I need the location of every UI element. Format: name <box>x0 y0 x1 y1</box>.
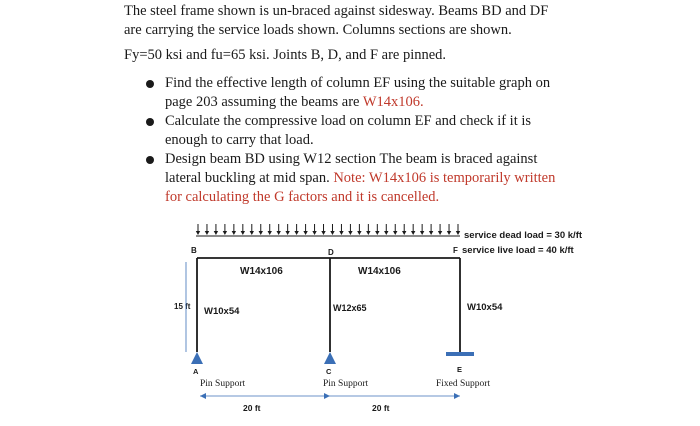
pin-support-a <box>191 352 203 364</box>
support-c-label: Pin Support <box>323 379 369 389</box>
bullet-1-line-1: Find the effective length of column EF using the suitable graph on <box>165 75 551 91</box>
span-2-label: 20 ft <box>372 403 390 413</box>
span-arrow-right <box>454 393 460 399</box>
load-arrows <box>196 224 460 235</box>
load-arrowhead <box>429 231 433 235</box>
load-arrowhead <box>330 231 334 235</box>
bullet-1-highlight: W14x106. <box>362 94 424 110</box>
load-arrowhead <box>205 231 209 235</box>
load-arrowhead <box>232 231 236 235</box>
load-arrowhead <box>294 231 298 235</box>
beam-df-label: W14x106 <box>358 266 401 277</box>
bullet-2-line-1: Calculate the compressive load on column EF and check if it is <box>165 113 532 129</box>
load-arrowhead <box>196 231 200 235</box>
column-ab-label: W10x54 <box>204 306 240 317</box>
bullet-3-line-3: for calculating the G factors and it is cancelled. <box>165 189 440 205</box>
material-properties: Fy=50 ksi and fu=65 ksi. Joints B, D, and F are pinned. <box>124 47 447 63</box>
bullet-3-note: Note: W14x106 is temporarily written <box>333 170 556 186</box>
load-arrowhead <box>259 231 263 235</box>
live-load-label: service live load = 40 k/ft <box>462 245 574 256</box>
support-a-label: Pin Support <box>200 379 246 389</box>
load-arrowhead <box>348 231 352 235</box>
load-arrowhead <box>357 231 361 235</box>
load-arrowhead <box>312 231 316 235</box>
bullet-2-line-2: enough to carry that load. <box>165 132 314 148</box>
load-arrowhead <box>214 231 218 235</box>
load-arrowhead <box>393 231 397 235</box>
node-f-label: F <box>453 246 458 255</box>
load-arrowhead <box>268 231 272 235</box>
node-e-label: E <box>457 365 463 374</box>
column-cd-label: W12x65 <box>333 303 367 313</box>
load-arrowhead <box>250 231 254 235</box>
load-arrowhead <box>241 231 245 235</box>
node-b-label: B <box>191 246 197 255</box>
load-arrowhead <box>438 231 442 235</box>
load-arrowhead <box>402 231 406 235</box>
bullet-3-line-1: Design beam BD using W12 section The beam is braced against <box>165 151 538 167</box>
node-d-label: D <box>328 248 334 257</box>
load-arrowhead <box>276 231 280 235</box>
load-arrowhead <box>321 231 325 235</box>
beam-bd-label: W14x106 <box>240 266 283 277</box>
pin-support-c <box>324 352 336 364</box>
bullet-1-line-2-text: page 203 assuming the beams are <box>165 94 363 110</box>
fixed-support-e <box>446 352 474 356</box>
load-arrowhead <box>366 231 370 235</box>
load-arrowhead <box>456 231 460 235</box>
intro-line-2: are carrying the service loads shown. Columns sections are shown. <box>124 22 512 38</box>
load-arrowhead <box>375 231 379 235</box>
span-arrow-left <box>200 393 206 399</box>
column-ef-label: W10x54 <box>467 302 503 313</box>
load-arrowhead <box>411 231 415 235</box>
load-arrowhead <box>384 231 388 235</box>
node-a-label: A <box>193 367 199 376</box>
height-label: 15 ft <box>174 302 191 311</box>
support-e-label: Fixed Support <box>436 379 491 389</box>
load-arrowhead <box>447 231 451 235</box>
load-arrowhead <box>223 231 227 235</box>
bullet-3-line-2-text: lateral buckling at mid span. <box>165 170 334 186</box>
load-arrowhead <box>420 231 424 235</box>
node-c-label: C <box>326 367 332 376</box>
span-arrow-mid <box>324 393 330 399</box>
load-arrowhead <box>339 231 343 235</box>
span-1-label: 20 ft <box>243 403 261 413</box>
load-arrowhead <box>303 231 307 235</box>
load-arrowhead <box>285 231 289 235</box>
intro-line-1: The steel frame shown is un-braced against sidesway. Beams BD and DF <box>124 3 549 19</box>
dead-load-label: service dead load = 30 k/ft <box>464 230 583 241</box>
